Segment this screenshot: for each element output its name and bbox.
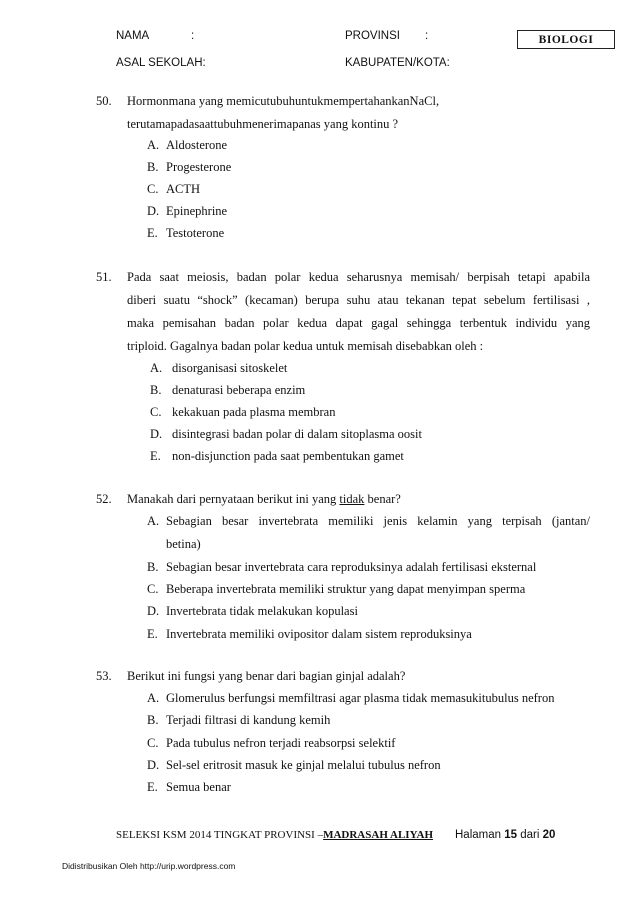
option-text: Aldosterone <box>166 138 228 152</box>
option-letter: E. <box>147 627 158 641</box>
option-text: Beberapa invertebrata memiliki struktur yang dapat menyimpan sperma <box>166 582 526 596</box>
option-text: Epinephrine <box>166 204 228 218</box>
question-number: 50. <box>96 94 112 108</box>
option-letter: D. <box>147 204 160 218</box>
option-text: Terjadi filtrasi di kandung kemih <box>166 713 331 727</box>
page-word: Halaman <box>455 829 502 841</box>
option-letter: A. <box>150 361 163 375</box>
question-text-line: Pada saat meiosis, badan polar kedua seharusnya memisah/ berpisah tetapi apabila <box>127 270 590 284</box>
question-number: 52. <box>96 492 112 506</box>
option-text: Pada tubulus nefron terjadi reabsorpsi selektif <box>166 736 396 750</box>
question-text: Manakah dari pernyataan berikut ini yang <box>127 492 340 506</box>
question-text-line: diberi suatu “shock” (kecaman) berupa suhu atau tekanan tepat sebelum fertilisasi , <box>127 293 590 307</box>
question-text-line <box>127 492 590 507</box>
option-letter: B. <box>147 713 159 727</box>
option-text: Sebagian besar invertebrata memiliki jenis kelamin yang terpisah (jantan/ <box>166 514 590 528</box>
question-number: 51. <box>96 270 112 284</box>
subject-badge: BIOLOGI <box>517 30 615 49</box>
option-letter: E. <box>150 449 161 463</box>
question-text: benar? <box>364 492 401 506</box>
question-text-line: terutamapadasaattubuhmenerimapanas yang kontinu ? <box>127 117 399 131</box>
option-text: Invertebrata tidak melakukan kopulasi <box>166 604 358 618</box>
option-text: non-disjunction pada saat pembentukan gamet <box>172 449 404 463</box>
option-letter: A. <box>147 691 160 705</box>
name-label: NAMA <box>116 30 150 42</box>
district-label: KABUPATEN/KOTA: <box>345 57 450 69</box>
option-letter: B. <box>147 560 159 574</box>
province-colon: : <box>425 30 429 42</box>
question-text-line: Hormonmana yang memicutubuhuntukmempertahankanNaCl, <box>127 94 440 108</box>
option-text: Semua benar <box>166 780 231 794</box>
option-letter: E. <box>147 226 158 240</box>
question-text-line: Berikut ini fungsi yang benar dari bagian ginjal adalah? <box>127 669 406 683</box>
option-letter: E. <box>147 780 158 794</box>
emphasis-text: tidak <box>339 492 365 506</box>
option-text: Glomerulus berfungsi memfiltrasi agar plasma tidak memasukitubulus nefron <box>166 691 555 705</box>
name-colon: : <box>191 30 195 42</box>
option-text: Testoterone <box>166 226 225 240</box>
option-letter: C. <box>147 182 159 196</box>
option-letter: A. <box>147 138 160 152</box>
question-text-line: maka pemisahan badan polar kedua dapat gagal sehingga terbentuk individu yang <box>127 316 590 330</box>
school-label: ASAL SEKOLAH: <box>116 57 206 69</box>
option-text: Invertebrata memiliki ovipositor dalam sistem reproduksinya <box>166 627 472 641</box>
exam-title <box>116 829 433 841</box>
option-text: kekakuan pada plasma membran <box>172 405 336 419</box>
option-letter: D. <box>150 427 163 441</box>
page-indicator <box>455 829 555 841</box>
question-text-line: triploid. Gagalnya badan polar kedua untuk memisah disebabkan oleh : <box>127 339 484 353</box>
option-text: disintegrasi badan polar di dalam sitoplasma oosit <box>172 427 422 441</box>
option-text: Sel-sel eritrosit masuk ke ginjal melalui tubulus nefron <box>166 758 441 772</box>
distribution-note: Didistribusikan Oleh http://urip.wordpress.com <box>62 861 236 871</box>
page-current: 15 <box>504 829 518 841</box>
option-text: Sebagian besar invertebrata cara reproduksinya adalah fertilisasi eksternal <box>166 560 537 574</box>
option-letter: A. <box>147 514 160 528</box>
option-text: denaturasi beberapa enzim <box>172 383 306 397</box>
question-number: 53. <box>96 669 112 683</box>
exam-prefix: SELEKSI KSM 2014 TINGKAT PROVINSI – <box>116 829 324 841</box>
option-letter: C. <box>147 736 159 750</box>
option-letter: D. <box>147 758 160 772</box>
option-text: Progesterone <box>166 160 232 174</box>
option-letter: D. <box>147 604 160 618</box>
province-label: PROVINSI <box>345 30 400 42</box>
page-of: dari <box>520 829 540 841</box>
page-total: 20 <box>542 829 556 841</box>
option-letter: B. <box>150 383 162 397</box>
option-text: ACTH <box>166 182 201 196</box>
exam-level: MADRASAH ALIYAH <box>323 829 434 841</box>
option-text: disorganisasi sitoskelet <box>172 361 288 375</box>
option-continuation: betina) <box>166 537 201 551</box>
option-letter: B. <box>147 160 159 174</box>
option-letter: C. <box>150 405 162 419</box>
option-letter: C. <box>147 582 159 596</box>
